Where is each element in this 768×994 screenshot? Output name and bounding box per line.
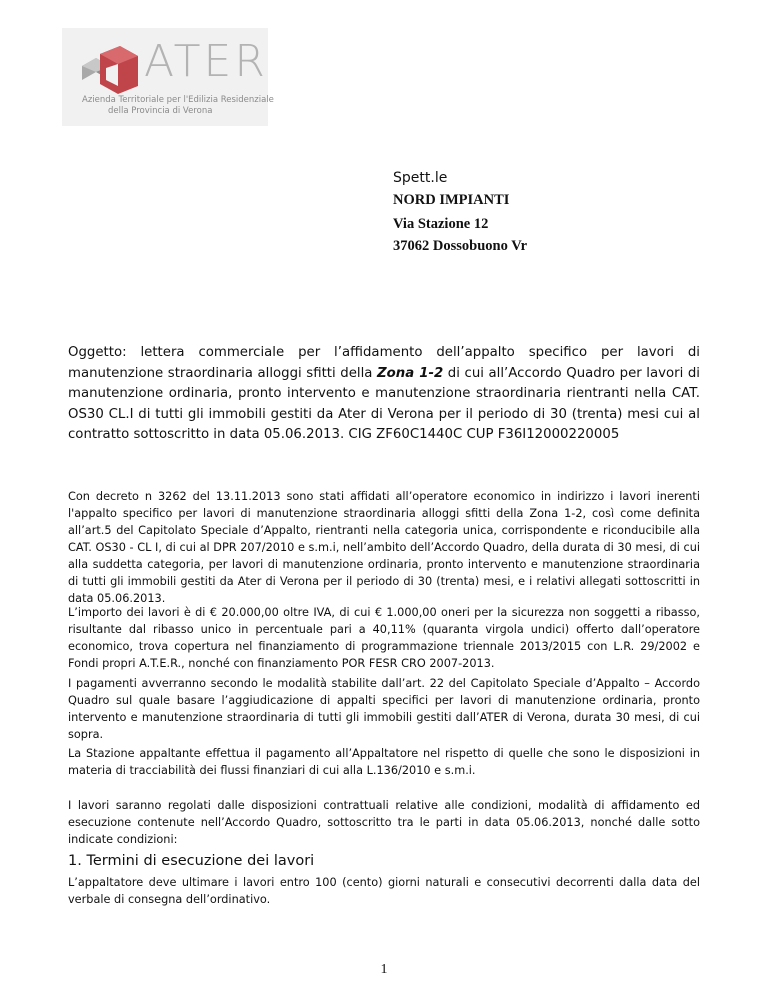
subject-zone: Zona 1-2: [377, 365, 444, 381]
recipient-intro: Spett.le: [393, 170, 448, 186]
paragraph-execution-terms: L’appaltatore deve ultimare i lavori entro 100 (cento) giorni naturali e consecutivi decorrenti dalla data del verbale di consegna dell’ordinativo.: [68, 876, 700, 906]
ater-logo: [62, 28, 274, 126]
paragraph-amount: L’importo dei lavori è di € 20.000,00 oltre IVA, di cui € 1.000,00 oneri per la sicurezza non soggetti a ribasso, risultante dal ribasso unico in percentuale pari a 40,11% (quaranta virgola undici) offerto dall’operatore economico, trova copertura nel finanziamento di programmazione triennale 2013/2015 con L.R. 29/2002 e Fondi propri A.T.E.R., nonché con finanziamento POR FESR CRO 2007-2013.: [68, 606, 700, 670]
subject-block: [68, 343, 700, 446]
logo-subtitle-line2: della Provincia di Verona: [108, 106, 213, 116]
recipient-name: NORD IMPIANTI: [393, 192, 510, 208]
subject-text-before: Oggetto: lettera commerciale per l’affidamento dell’appalto specifico per lavori di manutenzione straordinaria alloggi sfitti della: [68, 345, 700, 381]
paragraph-payments: I pagamenti avverranno secondo le modalità stabilite dall’art. 22 del Capitolato Speciale d’Appalto – Accordo Quadro sul quale basare l’aggiudicazione di appalti specifici per lavori di manutenzione ordinaria, pronto intervento e manutenzione straordinaria di tutti gli immobili gestiti dall’ATER di Verona, durata 30 mesi, di cui sopra.: [68, 677, 700, 741]
ater-cube-icon: [80, 42, 140, 94]
recipient-street: Via Stazione 12: [393, 216, 489, 232]
logo-wordmark: ATER: [144, 36, 268, 87]
paragraph-traceability: La Stazione appaltante effettua il pagamento all’Appaltatore nel rispetto di quelle che sono le disposizioni in materia di tracciabilità dei flussi finanziari di cui alla L.136/2010 e s.m.i.: [68, 747, 700, 777]
subject-text-after: di cui all’Accordo Quadro per lavori di manutenzione ordinaria, pronto intervento e manutenzione straordinaria rientranti nella CAT. OS30 CL.I di tutti gli immobili gestiti da Ater di Verona per il periodo di 30 (trenta) mesi cui al contratto sottoscritto in data 05.06.2013. CIG ZF60C1440C CUP F36I12000220005: [68, 365, 700, 442]
section-heading-execution-terms: 1. Termini di esecuzione dei lavori: [68, 853, 315, 869]
recipient-city: 37062 Dossobuono Vr: [393, 238, 528, 254]
logo-subtitle-line1: Azienda Territoriale per l'Edilizia Residenziale: [82, 95, 274, 105]
paragraph-decree: Con decreto n 3262 del 13.11.2013 sono stati affidati all’operatore economico in indirizzo i lavori inerenti l'appalto specifico per lavori di manutenzione straordinaria alloggi sfitti della Zona 1-2, così come definita all’art.5 del Capitolato Speciale d’Appalto, rientranti nella categoria unica, corrispondente e riconducibile alla CAT. OS30 - CL I, di cui al DPR 207/2010 e s.m.i, nell’ambito dell’Accordo Quadro, della durata di 30 mesi, di cui alla suddetta categoria, per lavori di manutenzione ordinaria, pronto intervento e manutenzione straordinaria di tutti gli immobili gestiti da Ater di Verona per il periodo di 30 (trenta) mesi, e i relativi allegati sottoscritti in data 05.06.2013.: [68, 490, 700, 605]
page-number: 1: [380, 962, 388, 977]
paragraph-conditions: I lavori saranno regolati dalle disposizioni contrattuali relative alle condizioni, modalità di affidamento ed esecuzione contenute nell’Accordo Quadro, sottoscritto tra le parti in data 05.06.2013, nonché dalle sotto indicate condizioni:: [68, 799, 700, 846]
